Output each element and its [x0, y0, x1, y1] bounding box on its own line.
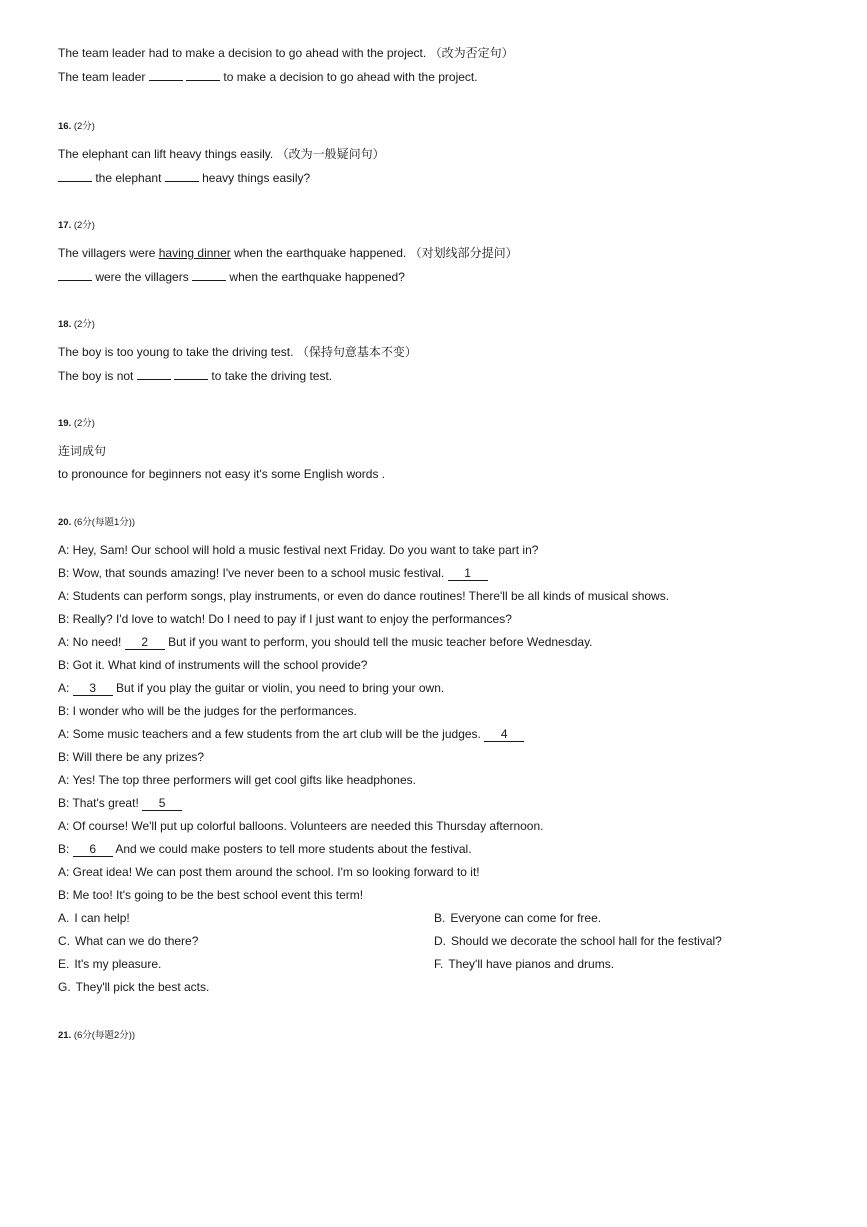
q15-blank-1[interactable] — [149, 68, 183, 81]
dialogue-line: A: Students can perform songs, play instruments, or even do dance routines! There'll be all kinds of musical shows. — [58, 589, 670, 603]
q18-number: 18. — [58, 319, 72, 330]
dialogue-text: B: Wow, that sounds amazing! I've never been to a school music festival. — [58, 566, 445, 580]
option-text: Should we decorate the school hall for the festival? — [451, 934, 722, 948]
dialogue-text: But if you want to perform, you should tell the music teacher before Wednesday. — [168, 635, 593, 649]
q17-blank-1[interactable] — [58, 268, 92, 281]
q17-original-sentence — [58, 245, 518, 261]
dialogue-line — [58, 841, 472, 857]
dialogue-line — [58, 565, 488, 581]
q16-part1: the elephant — [95, 171, 162, 185]
q15-part2: to make a decision to go ahead with the project. — [223, 70, 478, 84]
q18-original-sentence — [58, 344, 417, 360]
q19-instruction: 连词成句 — [58, 444, 107, 458]
q20-header — [58, 516, 135, 529]
dialogue-text: A: No need! — [58, 635, 122, 649]
dialogue-line: B: I wonder who will be the judges for the performances. — [58, 704, 357, 718]
q16-number: 16. — [58, 121, 72, 132]
option-label: D. — [434, 934, 446, 948]
q16-sentence: The elephant can lift heavy things easily. — [58, 147, 274, 161]
dialogue-text: And we could make posters to tell more students about the festival. — [115, 842, 472, 856]
option-text: I can help! — [74, 911, 130, 925]
q16-answer-line — [58, 169, 310, 186]
option-text: It's my pleasure. — [74, 957, 162, 971]
q19-header — [58, 417, 95, 430]
dialogue-line: A: Great idea! We can post them around the school. I'm so looking forward to it! — [58, 865, 480, 879]
q18-part1: The boy is not — [58, 369, 134, 383]
dialogue-text: But if you play the guitar or violin, you need to bring your own. — [116, 681, 445, 695]
dialogue-line — [58, 726, 524, 742]
answer-blank-2[interactable]: 2 — [125, 635, 165, 650]
option-label: B. — [434, 911, 446, 925]
q21-points: (6分(每题2分)) — [73, 1030, 136, 1041]
q21-number: 21. — [58, 1030, 72, 1041]
dialogue-line: B: Me too! It's going to be the best school event this term! — [58, 888, 364, 902]
answer-blank-5[interactable]: 5 — [142, 796, 182, 811]
q20-points: (6分(每题1分)) — [73, 517, 136, 528]
option-g[interactable] — [58, 979, 209, 995]
dialogue-line: B: Will there be any prizes? — [58, 750, 205, 764]
q17-instruction: （对划线部分提问） — [409, 246, 518, 260]
q17-part2: when the earthquake happened? — [229, 270, 405, 284]
option-c[interactable] — [58, 933, 198, 949]
dialogue-line: A: Yes! The top three performers will get cool gifts like headphones. — [58, 773, 416, 787]
q16-blank-1[interactable] — [58, 169, 92, 182]
option-text: What can we do there? — [75, 934, 199, 948]
q18-points: (2分) — [73, 319, 95, 330]
q15-answer-line — [58, 68, 478, 85]
option-e[interactable] — [58, 956, 161, 972]
dialogue-line — [58, 634, 593, 650]
dialogue-line — [58, 795, 182, 811]
q15-blank-2[interactable] — [186, 68, 220, 81]
q18-blank-1[interactable] — [137, 367, 171, 380]
dialogue-text: A: — [58, 681, 70, 695]
dialogue-line: B: Got it. What kind of instruments will the school provide? — [58, 658, 368, 672]
q19-number: 19. — [58, 418, 72, 429]
q16-header — [58, 120, 95, 133]
q18-blank-2[interactable] — [174, 367, 208, 380]
dialogue-text: B: — [58, 842, 70, 856]
q16-points: (2分) — [73, 121, 95, 132]
q18-sentence: The boy is too young to take the driving test. — [58, 345, 294, 359]
dialogue-line: A: Of course! We'll put up colorful balloons. Volunteers are needed this Thursday afternoon. — [58, 819, 544, 833]
q17-blank-2[interactable] — [192, 268, 226, 281]
answer-blank-3[interactable]: 3 — [73, 681, 113, 696]
q18-answer-line — [58, 367, 332, 384]
q15-sentence: The team leader had to make a decision to go ahead with the project. — [58, 46, 427, 60]
q16-blank-2[interactable] — [165, 169, 199, 182]
q17-number: 17. — [58, 220, 72, 231]
option-label: A. — [58, 911, 70, 925]
option-f[interactable] — [434, 956, 614, 972]
dialogue-text: B: That's great! — [58, 796, 139, 810]
q17-points: (2分) — [73, 220, 95, 231]
q19-words: to pronounce for beginners not easy it's some English words . — [58, 467, 386, 481]
q15-instruction: （改为否定句） — [429, 46, 514, 60]
option-b[interactable] — [434, 910, 601, 926]
q17-part1: were the villagers — [95, 270, 189, 284]
dialogue-line: A: Hey, Sam! Our school will hold a music festival next Friday. Do you want to take part in? — [58, 543, 539, 557]
q17-prefix: The villagers were — [58, 246, 156, 260]
q21-header — [58, 1029, 135, 1042]
q16-original-sentence — [58, 146, 385, 162]
answer-blank-1[interactable]: 1 — [448, 566, 488, 581]
q17-underlined-phrase: having dinner — [158, 246, 231, 260]
q16-instruction: （改为一般疑问句） — [276, 147, 385, 161]
q17-answer-line — [58, 268, 405, 285]
q18-part2: to take the driving test. — [211, 369, 333, 383]
q17-header — [58, 219, 95, 232]
dialogue-line: B: Really? I'd love to watch! Do I need to pay if I just want to enjoy the performances? — [58, 612, 512, 626]
option-label: E. — [58, 957, 70, 971]
q20-number: 20. — [58, 517, 72, 528]
q15-original-sentence — [58, 45, 514, 61]
option-text: They'll have pianos and drums. — [448, 957, 615, 971]
answer-blank-6[interactable]: 6 — [73, 842, 113, 857]
q19-points: (2分) — [73, 418, 95, 429]
q15-part1: The team leader — [58, 70, 146, 84]
option-label: F. — [434, 957, 444, 971]
q18-instruction: （保持句意基本不变） — [296, 345, 417, 359]
q16-part2: heavy things easily? — [202, 171, 311, 185]
option-label: C. — [58, 934, 70, 948]
option-label: G. — [58, 980, 71, 994]
q18-header — [58, 318, 95, 331]
option-text: Everyone can come for free. — [450, 911, 602, 925]
q17-suffix: when the earthquake happened. — [234, 246, 407, 260]
option-d[interactable] — [434, 933, 722, 949]
dialogue-line — [58, 680, 444, 696]
option-a[interactable] — [58, 910, 130, 926]
dialogue-text: A: Some music teachers and a few students from the art club will be the judges. — [58, 727, 481, 741]
answer-blank-4[interactable]: 4 — [484, 727, 524, 742]
option-text: They'll pick the best acts. — [75, 980, 210, 994]
